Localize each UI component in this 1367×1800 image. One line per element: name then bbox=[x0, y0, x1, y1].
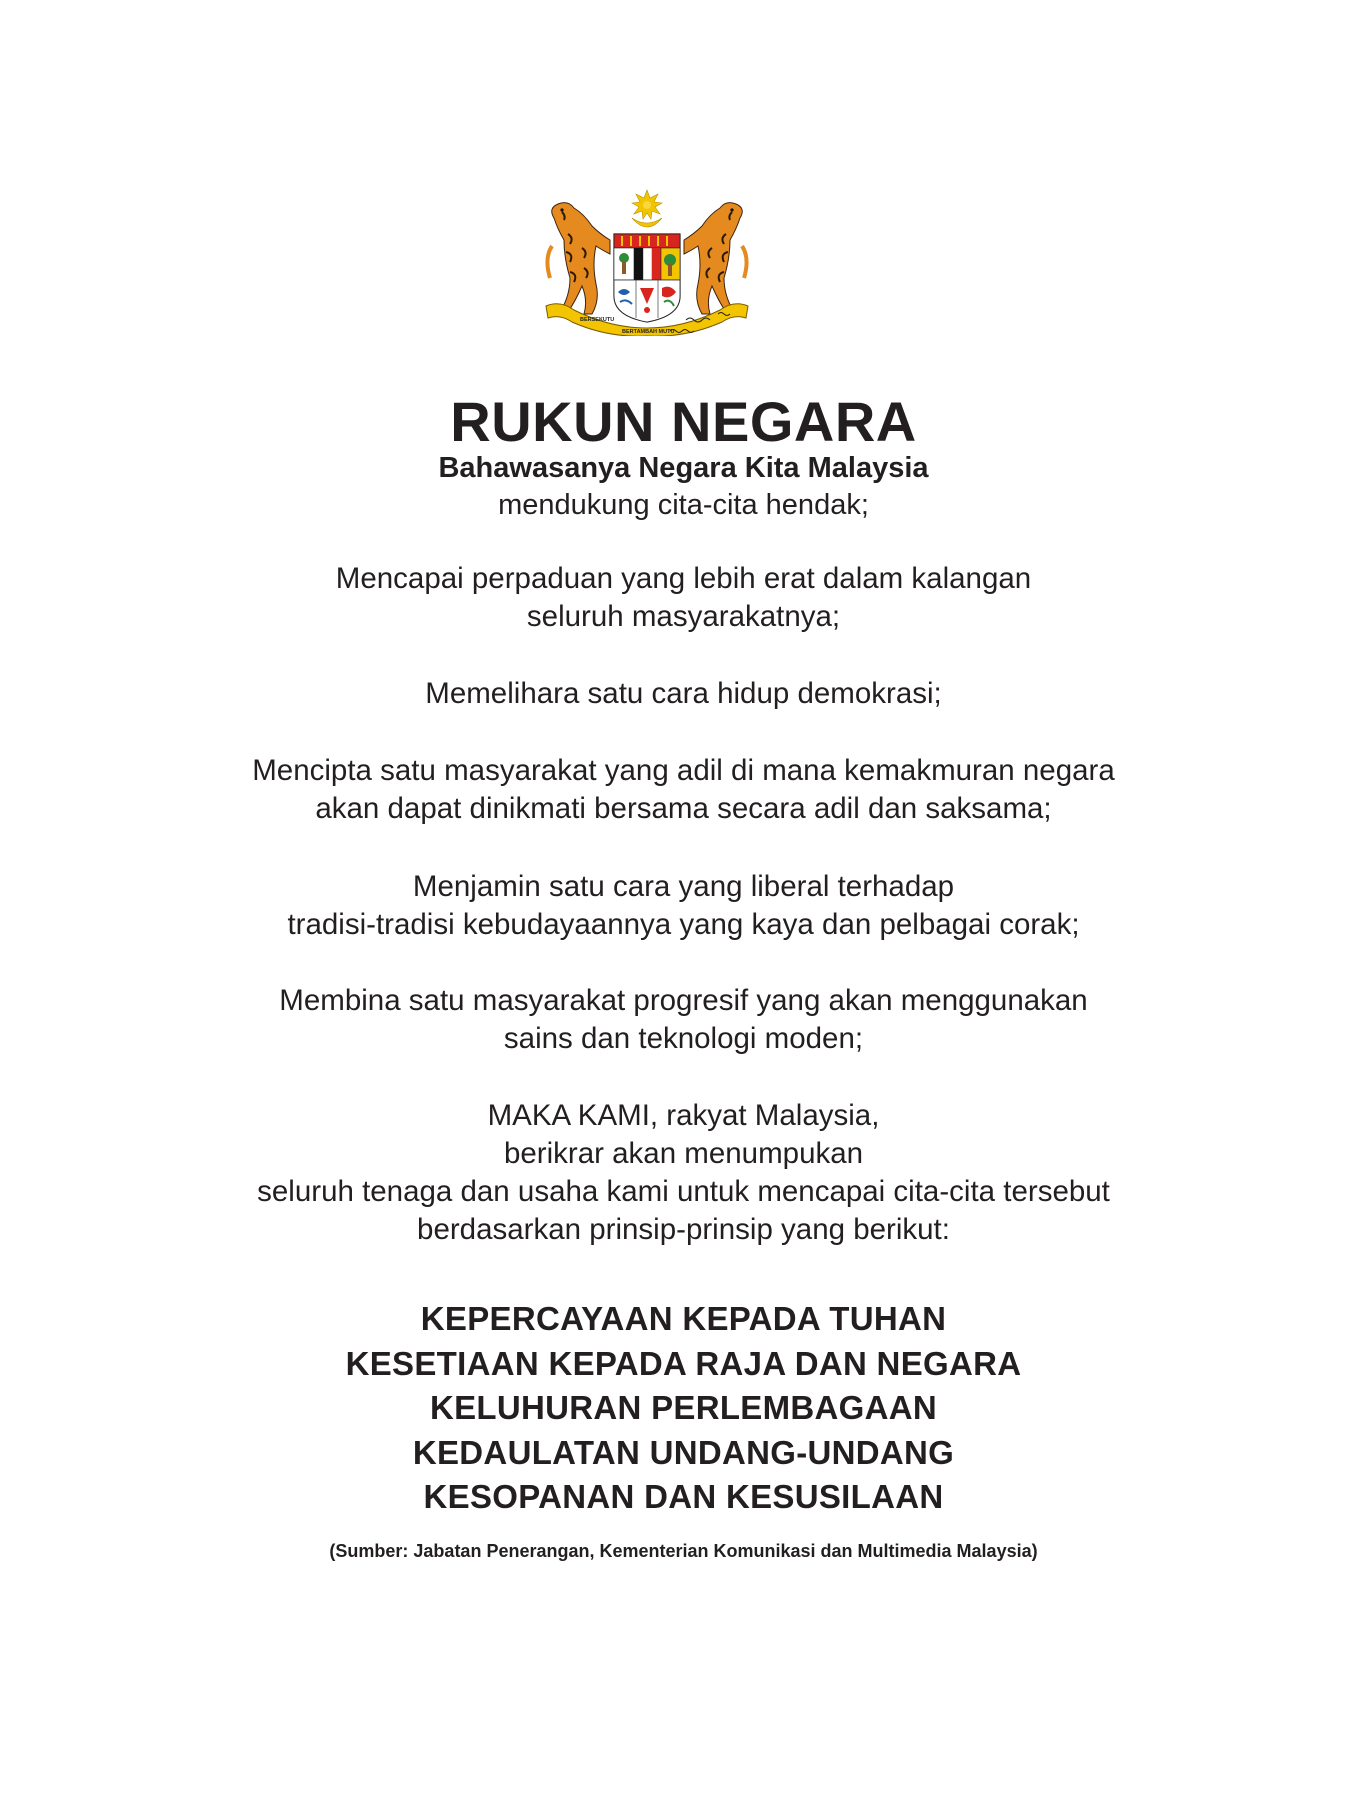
source-note: (Sumber: Jabatan Penerangan, Kementerian Komunikasi dan Multimedia Malaysia) bbox=[329, 1541, 1038, 1561]
document-title: RUKUN NEGARA bbox=[450, 390, 917, 453]
aspiration-line: akan dapat dinikmati bersama secara adil dan saksama; bbox=[315, 792, 1052, 825]
document-subtitle: Bahawasanya Negara Kita Malaysia bbox=[438, 452, 929, 484]
aspiration-paragraph bbox=[0, 560, 1367, 636]
aspiration-line: Mencapai perpaduan yang lebih erat dalam kalangan bbox=[335, 562, 1032, 595]
federal-star-icon bbox=[632, 190, 662, 219]
crescent-icon bbox=[632, 218, 662, 227]
motto-left-text: BERSEKUTU bbox=[580, 317, 615, 323]
aspiration-line: Memelihara satu cara hidup demokrasi; bbox=[425, 677, 942, 710]
principle-item: KELUHURAN PERLEMBAGAAN bbox=[429, 1389, 938, 1426]
principles-list bbox=[0, 1297, 1367, 1520]
principle-item: KEDAULATAN UNDANG-UNDANG bbox=[412, 1433, 955, 1471]
pledge-paragraph bbox=[0, 1097, 1367, 1249]
shield-icon bbox=[614, 234, 680, 322]
aspiration-line: Mencipta satu masyarakat yang adil di mana kemakmuran negara bbox=[252, 754, 1115, 787]
pledge-line: seluruh tenaga dan usaha kami untuk mencapai cita-cita tersebut bbox=[257, 1175, 1110, 1208]
aspiration-paragraph bbox=[0, 982, 1367, 1058]
pledge-line: MAKA KAMI, rakyat Malaysia, bbox=[487, 1099, 880, 1132]
aspiration-line: seluruh masyarakatnya; bbox=[526, 600, 841, 633]
malaysia-coat-of-arms-icon bbox=[540, 188, 754, 336]
pledge-line: berikrar akan menumpukan bbox=[503, 1137, 864, 1170]
aspiration-line: sains dan teknologi moden; bbox=[503, 1022, 864, 1055]
pledge-line: berdasarkan prinsip-prinsip yang berikut: bbox=[417, 1213, 950, 1246]
left-tiger-icon bbox=[547, 203, 610, 314]
principle-item: KESOPANAN DAN KESUSILAAN bbox=[423, 1478, 944, 1515]
principle-item: KESETIAAN KEPADA RAJA DAN NEGARA bbox=[345, 1344, 1022, 1382]
aspiration-paragraph bbox=[0, 868, 1367, 944]
aspiration-paragraph bbox=[0, 752, 1367, 828]
aspiration-line: Membina satu masyarakat progresif yang akan menggunakan bbox=[279, 984, 1088, 1017]
aspiration-line: Menjamin satu cara yang liberal terhadap bbox=[412, 870, 955, 903]
aspiration-line: tradisi-tradisi kebudayaannya yang kaya dan pelbagai corak; bbox=[287, 908, 1080, 941]
intro-line: mendukung cita-cita hendak; bbox=[498, 489, 869, 521]
motto-center-text: BERTAMBAH MUTU bbox=[622, 329, 675, 335]
principle-item: KEPERCAYAAN KEPADA TUHAN bbox=[420, 1300, 947, 1337]
right-tiger-icon bbox=[684, 203, 747, 314]
aspiration-paragraph bbox=[0, 675, 1367, 713]
